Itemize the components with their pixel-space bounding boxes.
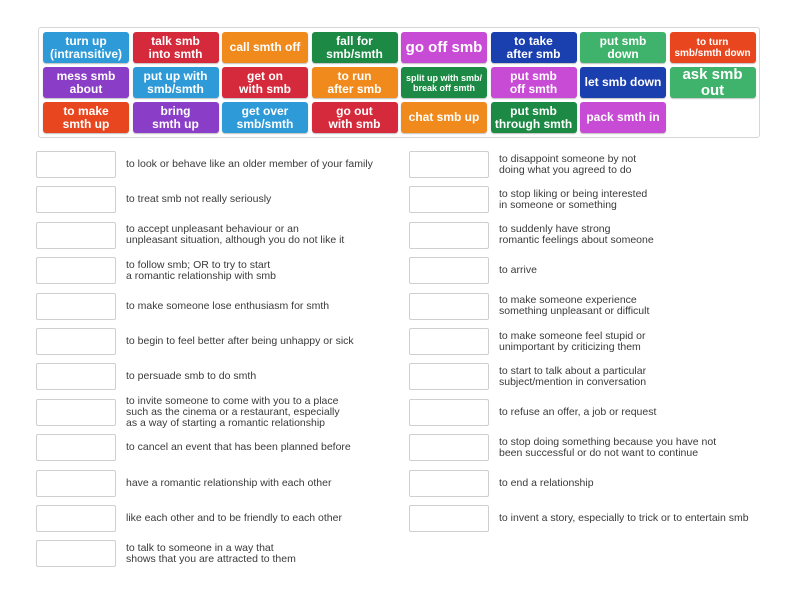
answer-tile[interactable]: to take after smb bbox=[491, 32, 577, 63]
answer-tile[interactable]: go out with smb bbox=[312, 102, 398, 133]
drop-slot[interactable] bbox=[409, 434, 489, 461]
answer-tile[interactable]: call smth off bbox=[222, 32, 308, 63]
definition-text: to cancel an event that has been planned before bbox=[126, 441, 351, 454]
drop-slot[interactable] bbox=[36, 257, 116, 284]
definition-text: to make someone feel stupid or unimportant by criticizing them bbox=[499, 329, 646, 353]
definition-text: to end a relationship bbox=[499, 476, 594, 489]
definition-text: to arrive bbox=[499, 264, 537, 277]
drop-slot[interactable] bbox=[409, 186, 489, 213]
answer-tile[interactable]: fall for smb/smth bbox=[312, 32, 398, 63]
drop-slot[interactable] bbox=[409, 399, 489, 426]
answer-tile[interactable]: to run after smb bbox=[312, 67, 398, 98]
answer-tile[interactable]: put up with smb/smth bbox=[133, 67, 219, 98]
drop-slot[interactable] bbox=[36, 151, 116, 178]
drop-slot[interactable] bbox=[409, 257, 489, 284]
answer-tile[interactable]: mess smb about bbox=[43, 67, 129, 98]
definition-text: to refuse an offer, a job or request bbox=[499, 405, 657, 418]
answer-tile[interactable]: talk smb into smth bbox=[133, 32, 219, 63]
definition-text: to talk to someone in a way that shows that you are attracted to them bbox=[126, 541, 296, 565]
answer-tile[interactable]: pack smth in bbox=[580, 102, 666, 133]
drop-slot[interactable] bbox=[36, 470, 116, 497]
answer-tile[interactable]: put smb down bbox=[580, 32, 666, 63]
definition-text: to invent a story, especially to trick or to entertain smb bbox=[499, 512, 749, 524]
drop-slot[interactable] bbox=[36, 363, 116, 390]
definition-text: have a romantic relationship with each other bbox=[126, 476, 332, 489]
definition-text: to begin to feel better after being unhappy or sick bbox=[126, 335, 354, 347]
drop-slot[interactable] bbox=[36, 222, 116, 249]
drop-slot[interactable] bbox=[36, 434, 116, 461]
answer-tile[interactable]: turn up (intransitive) bbox=[43, 32, 129, 63]
answer-tile[interactable]: get on with smb bbox=[222, 67, 308, 98]
definition-text: to persuade smb to do smth bbox=[126, 370, 257, 383]
definition-text: to follow smb; OR to try to start a romantic relationship with smb bbox=[126, 258, 276, 282]
drop-slot[interactable] bbox=[409, 505, 489, 532]
drop-slot[interactable] bbox=[36, 293, 116, 320]
definition-text: to treat smb not really seriously bbox=[126, 193, 272, 206]
drop-slot[interactable] bbox=[409, 328, 489, 355]
definition-text: to make someone lose enthusiasm for smth bbox=[126, 299, 330, 312]
drop-slot[interactable] bbox=[36, 328, 116, 355]
answer-tile[interactable]: split up with smb/ break off smth bbox=[401, 67, 487, 98]
answer-tile[interactable]: to make smth up bbox=[43, 102, 129, 133]
answer-tile[interactable]: put smb through smth bbox=[491, 102, 577, 133]
definition-text: to stop doing something because you have not been successful or do not want to continue bbox=[499, 435, 717, 459]
definition-text: like each other and to be friendly to each other bbox=[126, 512, 342, 524]
answer-tile[interactable]: chat smb up bbox=[401, 102, 487, 133]
drop-slot[interactable] bbox=[409, 293, 489, 320]
drop-slot[interactable] bbox=[409, 470, 489, 497]
definition-text: to accept unpleasant behaviour or an unpleasant situation, although you do not like it bbox=[126, 223, 345, 247]
definition-text: to invite someone to come with you to a place such as the cinema or a restaurant, especially as a way of starting a romantic relationship bbox=[126, 394, 340, 429]
definition-text: to disappoint someone by not doing what you agreed to do bbox=[499, 152, 637, 176]
answer-tile-bank bbox=[38, 27, 760, 138]
definition-text: to look or behave like an older member of your family bbox=[126, 158, 373, 170]
answer-tile[interactable]: get over smb/smth bbox=[222, 102, 308, 133]
drop-slot[interactable] bbox=[409, 151, 489, 178]
definition-text: to start to talk about a particular subject/mention in conversation bbox=[499, 364, 647, 388]
drop-slot[interactable] bbox=[36, 505, 116, 532]
answer-tile[interactable]: let smb down bbox=[580, 67, 666, 98]
drop-slot[interactable] bbox=[36, 399, 116, 426]
definition-text: to suddenly have strong romantic feelings about someone bbox=[499, 223, 654, 247]
answer-tile[interactable]: bring smth up bbox=[133, 102, 219, 133]
answer-tile[interactable]: to turn smb/smth down bbox=[670, 32, 756, 63]
drop-slot[interactable] bbox=[36, 186, 116, 213]
definition-text: to stop liking or being interested in someone or something bbox=[499, 187, 648, 211]
answer-tile[interactable]: put smb off smth bbox=[491, 67, 577, 98]
drop-slot[interactable] bbox=[36, 540, 116, 567]
answer-tile[interactable]: ask smb out bbox=[670, 67, 756, 98]
drop-slot[interactable] bbox=[409, 363, 489, 390]
answer-tile[interactable]: go off smb bbox=[401, 32, 487, 63]
drop-slot[interactable] bbox=[409, 222, 489, 249]
definition-text: to make someone experience something unpleasant or difficult bbox=[499, 294, 650, 318]
